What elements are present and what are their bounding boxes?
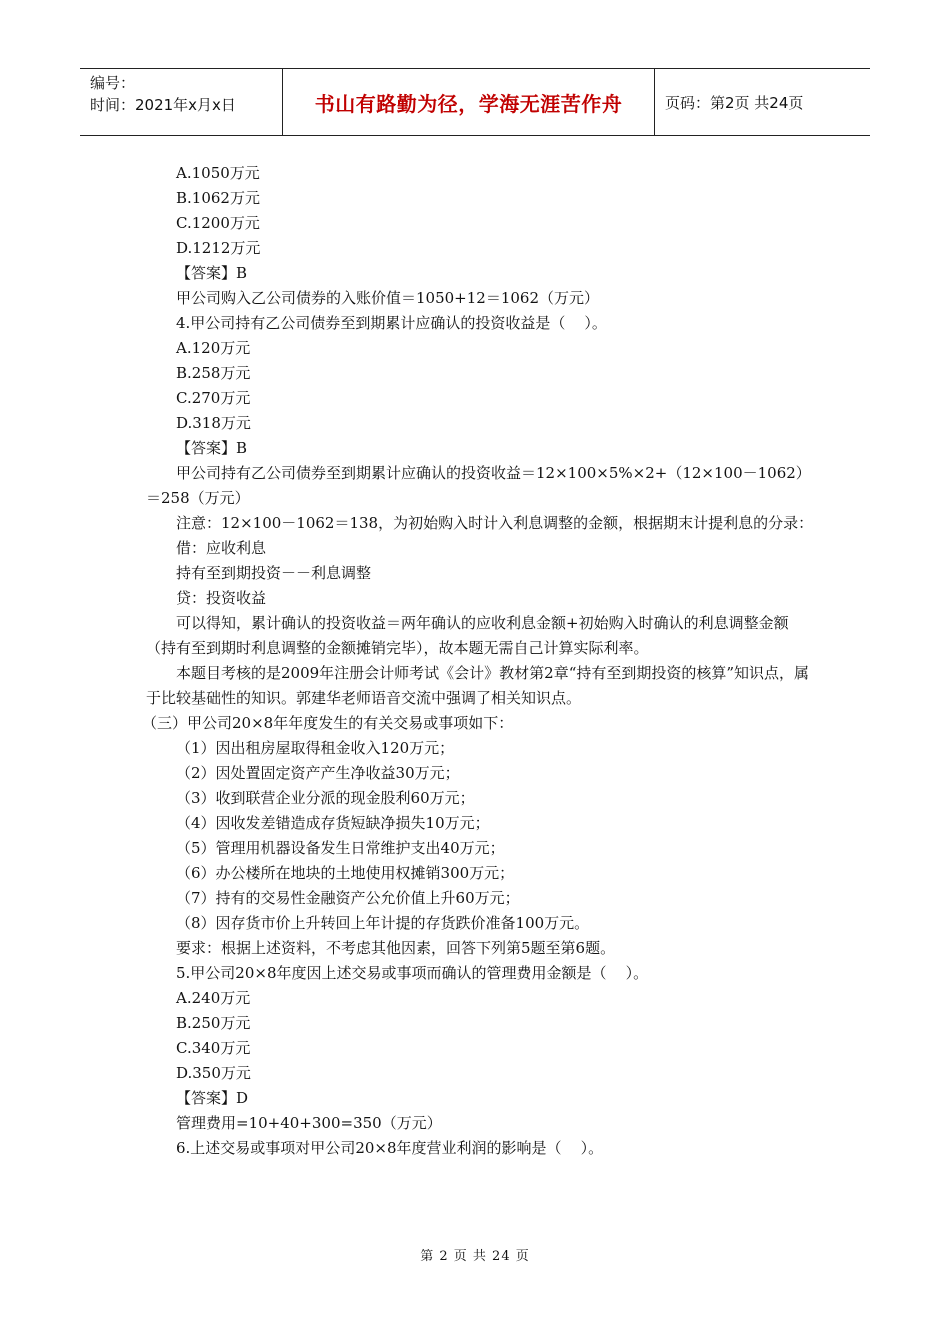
answer-line: 【答案】B (176, 439, 248, 457)
explanation-paragraph: 本题目考核的是2009年注册会计师考试《会计》教材第2章“持有至到期投资的核算”知识点，属于比较基础性的知识。郭建华老师语音交流中强调了相关知识点。 (146, 664, 810, 707)
page-header (80, 68, 870, 136)
explanation-line: 甲公司购入乙公司债券的入账价值＝1050+12＝1062（万元） (176, 289, 600, 307)
option-line: A.240万元 (176, 989, 251, 1007)
list-item: （7）持有的交易性金融资产公允价值上升60万元； (176, 889, 520, 907)
list-item: （8）因存货市价上升转回上年计提的存货跌价准备100万元。 (176, 914, 590, 932)
option-line: B.250万元 (176, 1014, 251, 1032)
explanation-paragraph: 可以得知，累计确认的投资收益＝两年确认的应收利息金额+初始购入时确认的利息调整金额（持有至到期时利息调整的金额摊销完毕），故本题无需自己计算实际利率。 (146, 614, 789, 657)
question-line: 5.甲公司20×8年度因上述交易或事项而确认的管理费用金额是（ ）。 (176, 964, 649, 982)
option-line: C.340万元 (176, 1039, 251, 1057)
list-item: （3）收到联营企业分派的现金股利60万元； (176, 789, 475, 807)
journal-entry-line: 贷：投资收益 (176, 589, 267, 607)
header-page-info: 页码：第2页 共24页 (665, 93, 804, 112)
explanation-paragraph: 甲公司持有乙公司债券至到期累计应确认的投资收益＝12×100×5%×2+（12×100－1062）＝258（万元） (146, 464, 811, 507)
option-line: D.1212万元 (176, 239, 261, 257)
explanation-line: 管理费用=10+40+300=350（万元） (176, 1114, 442, 1132)
header-meta (80, 69, 282, 135)
document-body (142, 161, 816, 1161)
option-line: C.270万元 (176, 389, 251, 407)
requirement-line: 要求：根据上述资料，不考虑其他因素，回答下列第5题至第6题。 (176, 939, 616, 957)
option-line: A.120万元 (176, 339, 251, 357)
header-motto: 书山有路勤为径，学海无涯苦作舟 (282, 69, 655, 135)
option-line: A.1050万元 (176, 164, 260, 182)
journal-entry-line: 持有至到期投资－－利息调整 (176, 564, 372, 582)
option-line: D.350万元 (176, 1064, 251, 1082)
number-label: 编号： (90, 74, 136, 92)
time-label: 时间：2021年x月x日 (90, 96, 236, 114)
list-item: （2）因处置固定资产产生净收益30万元； (176, 764, 460, 782)
question-line: 4.甲公司持有乙公司债券至到期累计应确认的投资收益是（ ）。 (176, 314, 607, 332)
list-item: （1）因出租房屋取得租金收入120万元； (176, 739, 455, 757)
journal-entry-line: 借：应收利息 (176, 539, 267, 557)
answer-line: 【答案】D (176, 1089, 249, 1107)
option-line: B.258万元 (176, 364, 251, 382)
list-item: （5）管理用机器设备发生日常维护支出40万元； (176, 839, 505, 857)
option-line: B.1062万元 (176, 189, 260, 207)
note-paragraph: 注意：12×100－1062＝138，为初始购入时计入利息调整的金额，根据期末计提利息的分录： (176, 514, 814, 532)
section-heading: （三）甲公司20×8年年度发生的有关交易或事项如下： (142, 714, 514, 732)
list-item: （6）办公楼所在地块的土地使用权摊销300万元； (176, 864, 515, 882)
option-line: D.318万元 (176, 414, 251, 432)
page-footer: 第 2 页 共 24 页 (420, 1249, 530, 1264)
question-line: 6.上述交易或事项对甲公司20×8年度营业利润的影响是（ ）。 (176, 1139, 604, 1157)
list-item: （4）因收发差错造成存货短缺净损失10万元； (176, 814, 490, 832)
option-line: C.1200万元 (176, 214, 260, 232)
answer-line: 【答案】B (176, 264, 248, 282)
